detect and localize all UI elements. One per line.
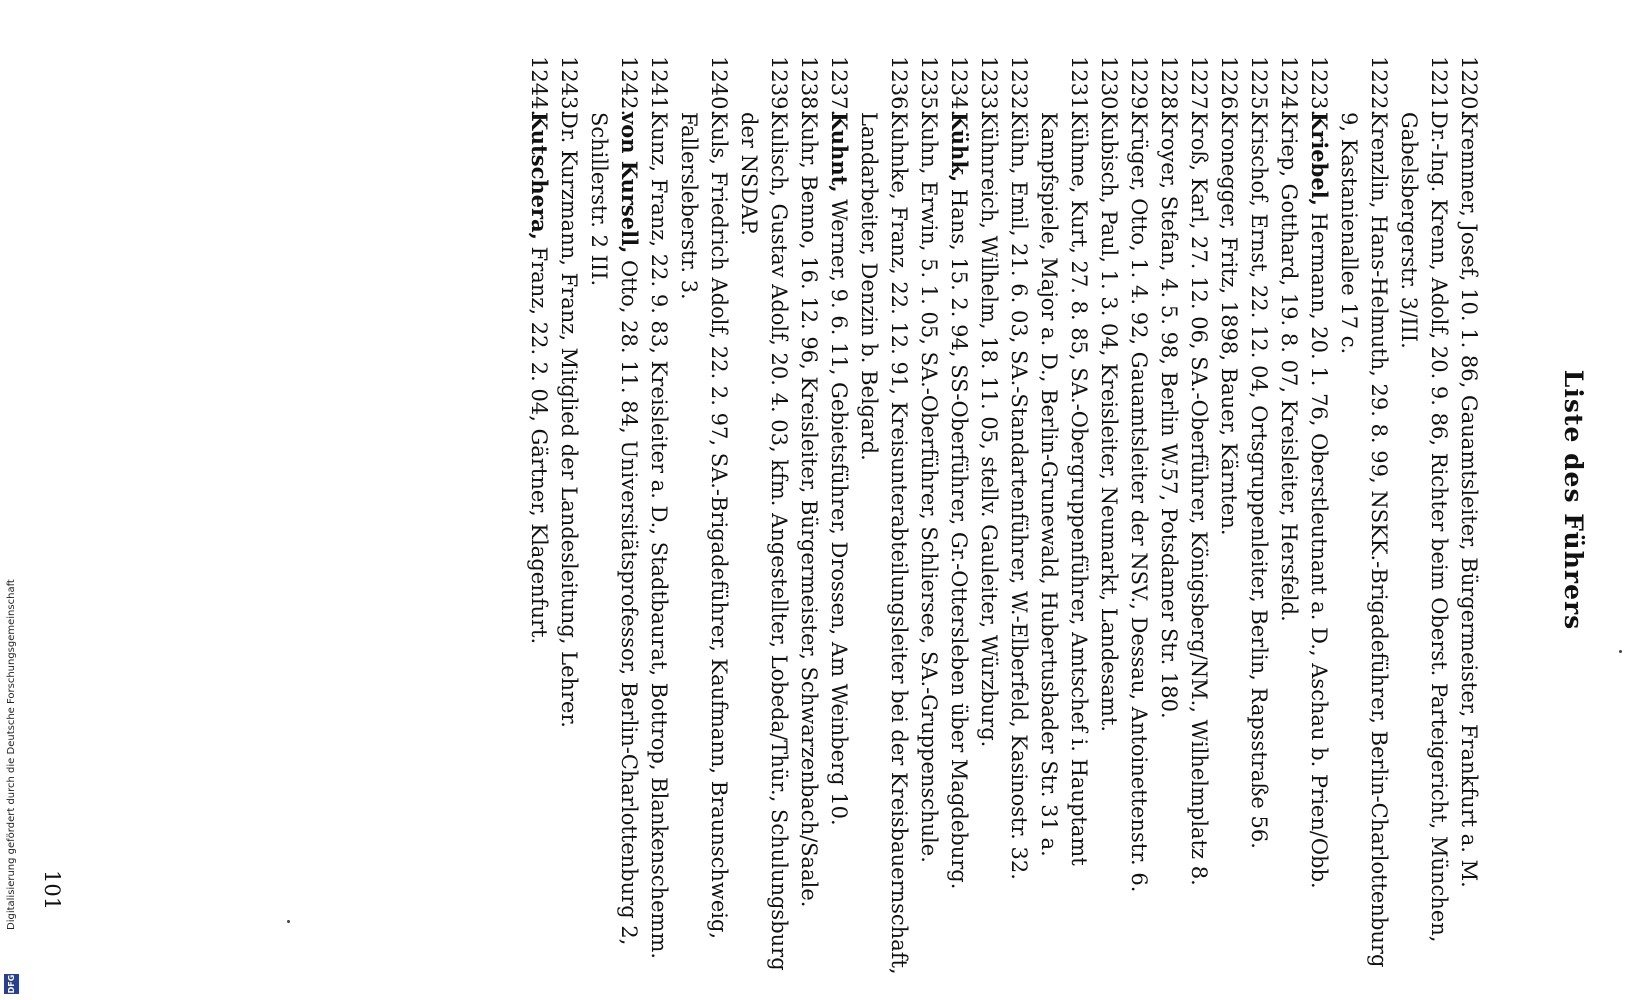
entry-number: 1228. bbox=[1157, 56, 1181, 117]
entry-number: 1238. bbox=[797, 56, 821, 117]
entry-text: Werner, 9. 6. 11, Gebietsführer, Drossen, Am Weinberg 10. bbox=[827, 192, 851, 826]
entry-number: 1229. bbox=[1127, 56, 1151, 117]
entry-text: Hans, 15. 2. 94, SS-Oberführer, Gr.-Ottersleben über Magdeburg. bbox=[947, 182, 971, 890]
entry-name-bold: von Kursell, bbox=[617, 112, 642, 254]
entry-text: Kremmer, Josef, 10. 1. 86, Gauamtsleiter, Bürgermeister, Frankfurt a. M. bbox=[1457, 112, 1481, 888]
entry-name-bold: Kuhnt, bbox=[827, 112, 852, 193]
entry-number: 1225. bbox=[1247, 56, 1271, 117]
entry-text: Kunz, Franz, 22. 9. 83, Kreisleiter a. D., Stadtbaurat, Bottrop, Blankenschemm. bbox=[647, 112, 671, 960]
entry-text: Kroyer, Stefan, 4. 5. 98, Berlin W.57, Potsdamer Str. 180. bbox=[1157, 112, 1181, 719]
list-item bbox=[1274, 56, 1304, 976]
list-item bbox=[1394, 56, 1454, 976]
entry-number: 1230. bbox=[1097, 56, 1121, 117]
footer-rotated bbox=[0, 0, 24, 1000]
entry-number: 1240. bbox=[707, 56, 731, 117]
list-item bbox=[1094, 56, 1124, 976]
list-item bbox=[1304, 56, 1334, 976]
entry-text: Krüger, Otto, 1. 4. 92, Gauamtsleiter der NSV., Dessau, Antoinettenstr. 6. bbox=[1127, 112, 1151, 893]
entry-name-bold: Kühk, bbox=[947, 112, 972, 183]
scan-speck bbox=[1619, 650, 1622, 653]
list-item bbox=[824, 56, 854, 976]
entry-number: 1243. bbox=[557, 56, 581, 117]
entry-number: 1244. bbox=[527, 56, 551, 117]
list-item bbox=[1124, 56, 1154, 976]
entry-text: Dr.-Ing. Krenn, Adolf, 20. 9. 86, Richter beim Oberst. Parteigericht, München, Gabelsbergerstr. 3/III. bbox=[1397, 112, 1451, 943]
entry-text: Krischof, Ernst, 22. 12. 04, Ortsgruppenleiter, Berlin, Rapsstraße 56. bbox=[1247, 112, 1271, 849]
list-item bbox=[1154, 56, 1184, 976]
list-item bbox=[794, 56, 824, 976]
entry-number: 1220. bbox=[1457, 56, 1481, 117]
entry-text: Franz, 22. 2. 04, Gärtner, Klagenfurt. bbox=[527, 239, 551, 645]
list-item bbox=[944, 56, 974, 976]
list-item bbox=[674, 56, 734, 976]
entry-text: Kriep, Gotthard, 19. 8. 07, Kreisleiter, Hersfeld. bbox=[1277, 112, 1301, 622]
scan-speck bbox=[287, 920, 290, 923]
entry-text: Otto, 28. 11. 84, Universitätsprofessor, Berlin-Charlottenburg 2, Schillerstr. 2 III. bbox=[587, 112, 641, 946]
entry-text: Kühn, Emil, 21. 6. 03, SA.-Standartenführer, W.-Elberfeld, Kasinostr. 32. bbox=[1007, 112, 1031, 880]
dfg-logo: DFG bbox=[4, 974, 19, 994]
list-item bbox=[554, 56, 584, 976]
entry-text: Kuls, Friedrich Adolf, 22. 2. 97, SA.-Brigadeführer, Kaufmann, Braunschweig, Fallersleberstr. 3. bbox=[677, 112, 731, 940]
entry-number: 1221. bbox=[1427, 56, 1451, 117]
entry-number: 1227. bbox=[1187, 56, 1211, 117]
entry-number: 1223. bbox=[1307, 56, 1331, 117]
list-item bbox=[1004, 56, 1034, 976]
list-item bbox=[974, 56, 1004, 976]
entry-number: 1239. bbox=[767, 56, 791, 117]
entry-text: Kroß, Karl, 27. 12. 06, SA.-Oberführer, Königsberg/NM., Wilhelmplatz 8. bbox=[1187, 112, 1211, 886]
list-item bbox=[734, 56, 794, 976]
list-item bbox=[524, 56, 554, 976]
entry-text: Kuhnke, Franz, 22. 12. 91, Kreisunterabteilungsleiter bei der Kreisbauernschaft, Landarbeiter, Denzin b. Belgard. bbox=[857, 112, 911, 975]
entry-text: Krenzlin, Hans-Helmuth, 29. 8. 99, NSKK.-Brigadeführer, Berlin-Charlottenburg 9, Kastanienallee 17 c. bbox=[1337, 112, 1391, 968]
footer-text: Digitalisierung gefördert durch die Deutsche Forschungsgemeinschaft bbox=[6, 579, 17, 930]
entry-text: Dr. Kurzmann, Franz, Mitglied der Landesleitung, Lehrer. bbox=[557, 112, 581, 728]
entry-number: 1224. bbox=[1277, 56, 1301, 117]
footer-strip bbox=[0, 0, 24, 1000]
list-item bbox=[1244, 56, 1274, 976]
entry-number: 1233. bbox=[977, 56, 1001, 117]
page-title: Liste des Führers bbox=[1559, 369, 1588, 631]
entry-text: Kühnreich, Wilhelm, 18. 11. 05, stellv. Gauleiter, Würzburg. bbox=[977, 112, 1001, 748]
page-number: 101 bbox=[40, 870, 64, 911]
entry-text: Hermann, 20. 1. 76, Oberstleutnant a. D., Aschau b. Prien/Obb. bbox=[1307, 206, 1331, 889]
entry-text: Kronegger, Fritz, 1898, Bauer, Kärnten. bbox=[1217, 112, 1241, 536]
entry-number: 1222. bbox=[1367, 56, 1391, 117]
entry-number: 1231. bbox=[1067, 56, 1091, 117]
list-item bbox=[854, 56, 914, 976]
list-item bbox=[1454, 56, 1484, 976]
entry-number: 1242. bbox=[617, 56, 641, 117]
entry-text: Kühme, Kurt, 27. 8. 85, SA.-Obergruppenführer, Amtschef i. Hauptamt Kampfspiele, Major a. D., Berlin-Grunewald, Hubertusbader Str. 31 a. bbox=[1037, 112, 1091, 866]
list-item bbox=[644, 56, 674, 976]
entry-number: 1236. bbox=[887, 56, 911, 117]
entry-text: Kuhr, Benno, 16. 12. 96, Kreisleiter, Bürgermeister, Schwarzenbach/Saale. bbox=[797, 112, 821, 908]
entry-number: 1226. bbox=[1217, 56, 1241, 117]
entry-text: Kulisch, Gustav Adolf, 20. 4. 03, kfm. Angestellter, Lobeda/Thür., Schulungsburg der NSDAP. bbox=[737, 112, 791, 971]
list-item bbox=[1334, 56, 1394, 976]
list-item bbox=[584, 56, 644, 976]
list-item bbox=[1034, 56, 1094, 976]
entry-text: Kuhn, Erwin, 5. 1. 05, SA.-Oberführer, Schliersee, SA.-Gruppenschule. bbox=[917, 112, 941, 863]
list-item bbox=[1184, 56, 1214, 976]
entry-name-bold: Kriebel, bbox=[1307, 112, 1332, 206]
entry-number: 1232. bbox=[1007, 56, 1031, 117]
entry-number: 1234. bbox=[947, 56, 971, 117]
entry-number: 1237. bbox=[827, 56, 851, 117]
entry-number: 1235. bbox=[917, 56, 941, 117]
entry-number: 1241. bbox=[647, 56, 671, 117]
list-item bbox=[914, 56, 944, 976]
entry-list bbox=[524, 56, 1484, 976]
entry-text: Kubisch, Paul, 1. 3. 04, Kreisleiter, Neumarkt, Landesamt. bbox=[1097, 112, 1121, 733]
entry-name-bold: Kutschera, bbox=[527, 112, 552, 240]
list-item bbox=[1214, 56, 1244, 976]
